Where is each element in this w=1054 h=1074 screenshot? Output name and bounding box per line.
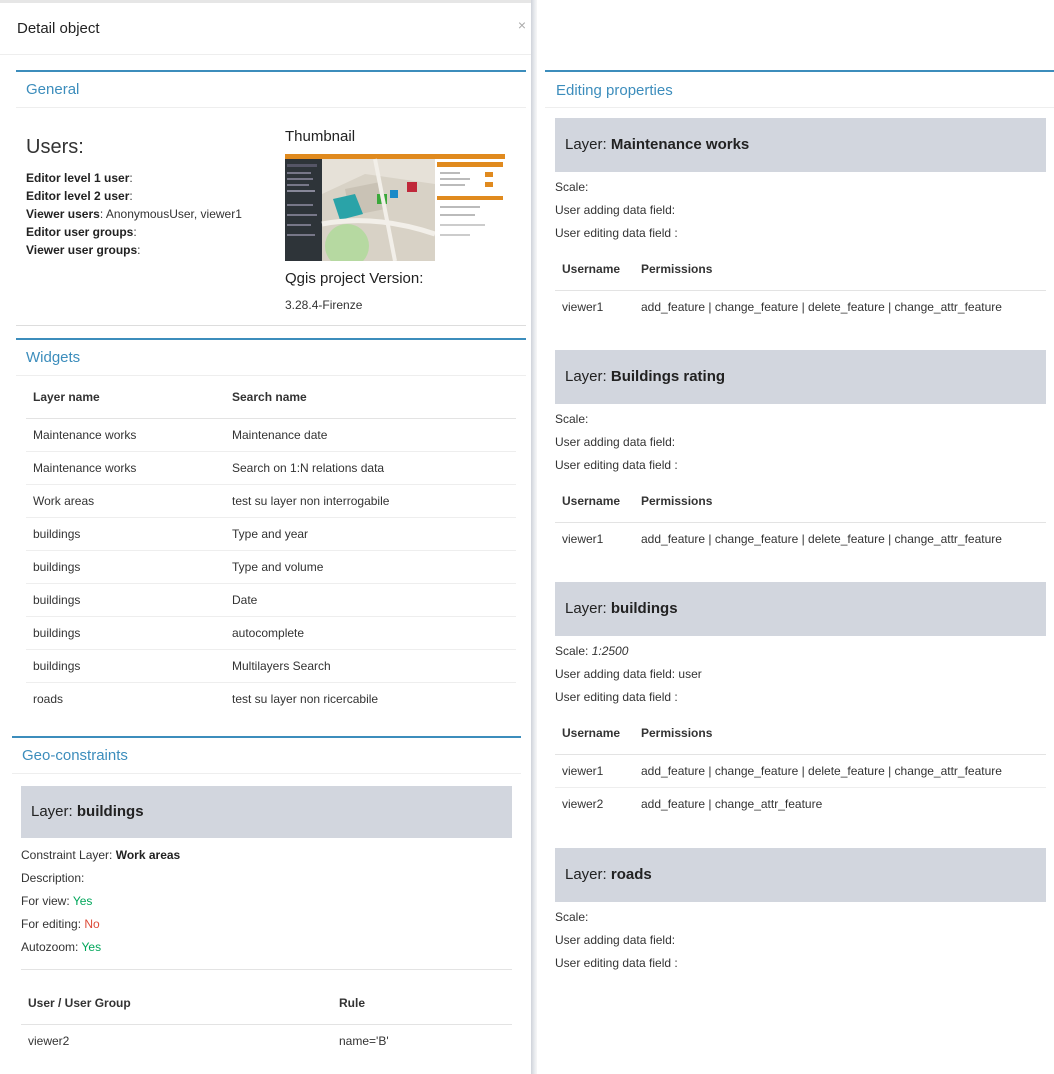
column-header-permissions[interactable]: Permissions	[634, 248, 1046, 290]
for-view-status: Yes	[72, 894, 93, 908]
scale-line: Scale:	[555, 910, 589, 924]
search-name-cell: autocomplete	[225, 616, 516, 649]
editing-layer-banner: Layer: buildings	[555, 582, 1046, 636]
layer-name-cell: Work areas	[26, 484, 225, 517]
modal-divider	[531, 0, 537, 1074]
username-cell: viewer1	[555, 754, 634, 787]
column-header-username[interactable]: Username	[555, 712, 634, 754]
editing-layer-name: Maintenance works	[610, 136, 750, 153]
geo-rules-table	[21, 982, 512, 1057]
general-box	[16, 70, 526, 326]
general-body	[16, 108, 526, 326]
search-name-cell: test su layer non interrogabile	[225, 484, 516, 517]
editing-layer-buildings	[555, 582, 1046, 820]
editing-layer-banner: Layer: roads	[555, 848, 1046, 902]
rule-cell: name='B'	[339, 1033, 389, 1048]
table-row	[26, 616, 516, 649]
table-row	[26, 550, 516, 583]
editing-layer-roads	[555, 848, 1046, 975]
editing-layer-name: buildings	[610, 600, 678, 617]
search-name-cell: Multilayers Search	[225, 649, 516, 682]
geo-constraints-header	[12, 736, 521, 774]
editing-properties-box	[545, 70, 1054, 108]
users-title: Users:	[26, 136, 84, 158]
editing-layer-props	[555, 404, 1046, 477]
modal-header	[0, 3, 531, 55]
column-header-search-name[interactable]: Search name	[225, 376, 516, 418]
column-header-user-group[interactable]: User / User Group	[21, 982, 332, 1024]
column-header-username[interactable]: Username	[555, 480, 634, 522]
editing-field-line: User editing data field :	[555, 956, 678, 970]
editing-layer-props	[555, 902, 1046, 975]
user-row-viewer-groups: Viewer user groups:	[26, 243, 141, 257]
search-name-cell: Date	[225, 583, 516, 616]
search-name-cell: Type and volume	[225, 550, 516, 583]
editing-layer-banner: Layer: Maintenance works	[555, 118, 1046, 172]
permissions-table	[555, 248, 1046, 323]
table-row	[555, 522, 1046, 555]
editing-properties-header	[545, 70, 1054, 108]
column-header-rule[interactable]: Rule	[332, 982, 512, 1024]
scale-line: Scale:	[555, 180, 589, 194]
widgets-title: Widgets	[26, 349, 81, 366]
layer-name-cell: Maintenance works	[26, 451, 225, 484]
username-cell: viewer1	[562, 531, 604, 546]
editing-layer-buildings-rating	[555, 350, 1046, 555]
adding-field-line: User adding data field: user	[555, 667, 702, 681]
layer-name-cell: buildings	[26, 649, 225, 682]
general-title: General	[26, 81, 80, 98]
widgets-table	[26, 376, 516, 715]
permissions-cell: add_feature | change_feature | delete_feature | change_attr_feature	[641, 531, 1002, 546]
table-row	[555, 290, 1046, 323]
editing-layer-banner: Layer: Buildings rating	[555, 350, 1046, 404]
constraint-layer-line: Constraint Layer: Work areas	[21, 848, 181, 862]
editing-layer-props	[555, 636, 1046, 709]
layer-name-cell: Maintenance works	[26, 418, 225, 451]
column-header-permissions[interactable]: Permissions	[634, 712, 1046, 754]
users-list	[26, 169, 242, 259]
layer-name-cell: roads	[33, 691, 64, 706]
geo-constraints-box	[12, 736, 521, 1057]
table-row	[555, 787, 1046, 820]
table-row	[26, 682, 516, 715]
table-row	[26, 484, 516, 517]
qgis-version-label: Qgis project Version:	[285, 270, 424, 287]
geo-constraints-title: Geo-constraints	[22, 747, 128, 764]
table-row	[21, 1024, 512, 1057]
user-row-viewer-users: Viewer users: AnonymousUser, viewer1	[26, 207, 242, 221]
user-row-editor-groups: Editor user groups:	[26, 225, 137, 239]
project-thumbnail[interactable]	[285, 154, 505, 261]
editing-layer-name: Buildings rating	[610, 368, 726, 385]
for-view-line: For view: Yes	[21, 894, 93, 908]
geo-rules-header-row	[21, 982, 512, 1024]
layer-name-cell: buildings	[26, 616, 225, 649]
modal-title: Detail object	[17, 20, 100, 37]
column-header-username[interactable]: Username	[555, 248, 634, 290]
editing-field-line: User editing data field :	[555, 458, 678, 472]
adding-field-line: User adding data field:	[555, 933, 676, 947]
geo-properties	[21, 838, 512, 970]
permissions-cell: add_feature | change_feature | delete_feature | change_attr_feature	[634, 754, 1046, 787]
permissions-cell: add_feature | change_feature | delete_feature | change_attr_feature	[641, 299, 1002, 314]
description-line: Description:	[21, 871, 85, 885]
editing-layer-name: roads	[610, 866, 652, 883]
search-name-cell: test su layer non ricercabile	[232, 691, 379, 706]
for-editing-line: For editing: No	[21, 917, 100, 931]
permissions-table	[555, 480, 1046, 555]
user-group-cell: viewer2	[28, 1033, 70, 1048]
permissions-cell: add_feature | change_attr_feature	[641, 796, 823, 811]
editing-layer-props	[555, 172, 1046, 245]
adding-field-line: User adding data field:	[555, 435, 676, 449]
qgis-version-value: 3.28.4-Firenze	[285, 298, 363, 312]
widgets-body	[16, 376, 526, 715]
autozoom-status: Yes	[81, 940, 102, 954]
adding-field-value: user	[675, 667, 702, 681]
scale-line: Scale: 1:2500	[555, 644, 629, 658]
geo-layer-banner	[21, 786, 512, 838]
username-cell: viewer2	[562, 796, 604, 811]
column-header-permissions[interactable]: Permissions	[634, 480, 1046, 522]
editing-properties-title: Editing properties	[556, 82, 673, 99]
layer-name-cell: buildings	[26, 583, 225, 616]
layer-name-cell: buildings	[26, 550, 225, 583]
search-name-cell: Maintenance date	[225, 418, 516, 451]
adding-field-line: User adding data field:	[555, 203, 676, 217]
editing-field-line: User editing data field :	[555, 690, 678, 704]
table-row	[26, 649, 516, 682]
table-row	[555, 754, 1046, 787]
column-header-layer-name[interactable]: Layer name	[26, 376, 225, 418]
widgets-header-row	[26, 376, 516, 418]
geo-constraints-body	[12, 774, 521, 1057]
layer-name-cell: buildings	[26, 517, 225, 550]
permissions-table	[555, 712, 1046, 820]
username-cell: viewer1	[562, 299, 604, 314]
table-row	[26, 517, 516, 550]
editing-field-line: User editing data field :	[555, 226, 678, 240]
close-button[interactable]: ×	[517, 17, 526, 33]
search-name-cell: Type and year	[225, 517, 516, 550]
scale-value: 1:2500	[591, 644, 629, 658]
search-name-cell: Search on 1:N relations data	[225, 451, 516, 484]
user-row-editor-level-1: Editor level 1 user:	[26, 171, 133, 185]
for-editing-status: No	[84, 917, 100, 931]
scale-line: Scale:	[555, 412, 589, 426]
autozoom-line: Autozoom: Yes	[21, 940, 102, 954]
widgets-box	[16, 338, 526, 715]
general-header	[16, 70, 526, 108]
user-row-editor-level-2: Editor level 2 user:	[26, 189, 133, 203]
table-row	[26, 583, 516, 616]
geo-layer-name: buildings	[76, 803, 144, 820]
thumbnail-label: Thumbnail	[285, 128, 356, 145]
editing-layer-maintenance-works	[555, 118, 1046, 323]
table-row	[26, 451, 516, 484]
widgets-header	[16, 338, 526, 376]
table-row	[26, 418, 516, 451]
layer-prefix: Layer:	[31, 803, 73, 820]
